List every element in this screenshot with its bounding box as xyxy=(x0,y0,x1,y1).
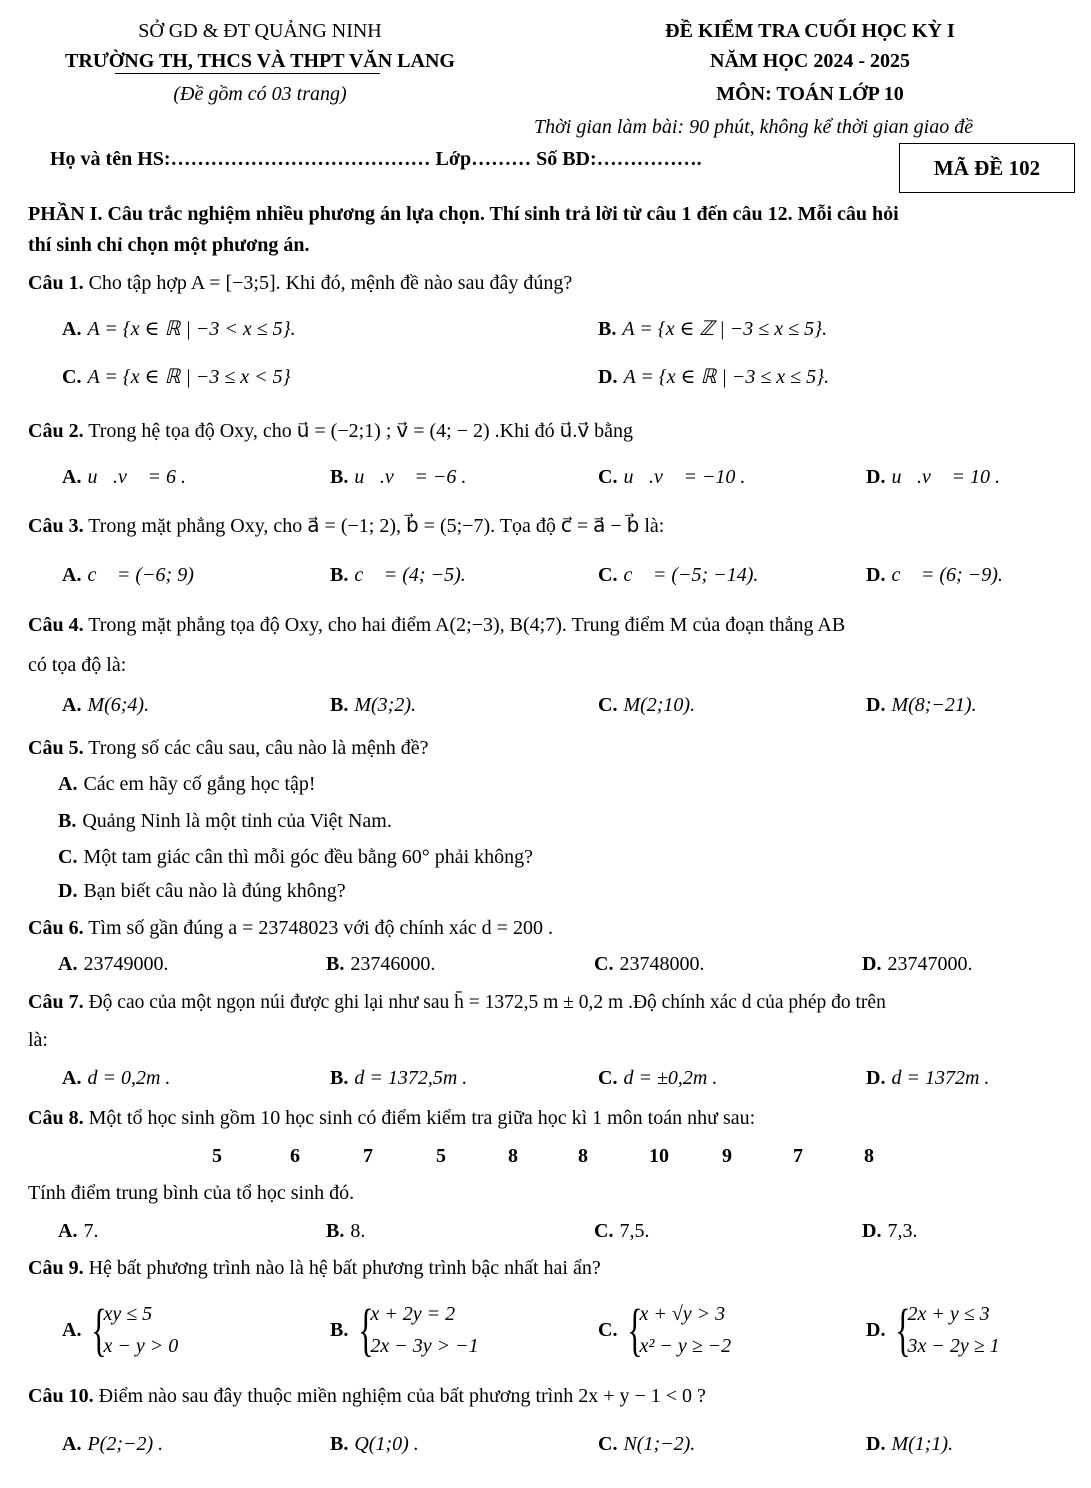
option-letter: B. xyxy=(330,1433,349,1455)
option-a[interactable] xyxy=(62,564,194,587)
option-b[interactable] xyxy=(330,466,466,489)
question-text: Độ cao của một ngọn núi được ghi lại như sau h̄ = 1372,5 m ± 0,2 m .Độ chính xác d của phép đo trên xyxy=(88,992,886,1013)
option-letter: D. xyxy=(862,1220,882,1242)
option-b[interactable] xyxy=(330,564,466,587)
option-d[interactable] xyxy=(866,1067,989,1090)
option-b[interactable] xyxy=(326,953,435,976)
option-letter: D. xyxy=(598,366,618,388)
question-8 xyxy=(28,1107,755,1130)
question-4 xyxy=(28,614,845,637)
option-text: A = {x ∈ ℝ | −3 ≤ x < 5} xyxy=(87,366,291,388)
question-number: Câu 2. xyxy=(28,420,84,442)
option-text: 23746000. xyxy=(350,953,436,975)
option-a[interactable] xyxy=(58,773,316,796)
option-b[interactable] xyxy=(330,1298,479,1362)
option-text: 8. xyxy=(350,1220,366,1242)
subject: MÔN: TOÁN LỚP 10 xyxy=(716,83,904,105)
question-text: Hệ bất phương trình nào là hệ bất phương trình bậc nhất hai ẩn? xyxy=(88,1257,601,1279)
question-7 xyxy=(28,991,886,1014)
score-value: 8 xyxy=(578,1145,588,1167)
option-d[interactable] xyxy=(866,1433,953,1456)
question-1 xyxy=(28,272,572,295)
option-text: 23748000. xyxy=(619,953,705,975)
exam-code-box xyxy=(899,143,1075,193)
option-text: A = {x ∈ ℝ | −3 < x ≤ 5}. xyxy=(87,318,296,340)
option-text: d = ±0,2m . xyxy=(623,1067,718,1089)
option-d[interactable] xyxy=(866,564,1003,587)
inequality-system xyxy=(87,1298,178,1362)
option-letter: A. xyxy=(62,564,82,586)
option-text: 7,5. xyxy=(619,1220,650,1242)
question-number: Câu 9. xyxy=(28,1257,84,1279)
time-note: Thời gian làm bài: 90 phút, không kể thời gian giao đề xyxy=(534,116,974,138)
option-b[interactable] xyxy=(598,316,827,341)
question-6 xyxy=(28,917,553,940)
question-3 xyxy=(28,513,664,538)
question-10 xyxy=(28,1385,706,1408)
option-letter: D. xyxy=(866,1067,886,1089)
pages-note: (Đề gồm có 03 trang) xyxy=(173,83,347,105)
option-text: Q(1;0) . xyxy=(354,1433,419,1455)
option-text: c⃗ = (−5; −14). xyxy=(623,564,759,586)
option-letter: C. xyxy=(58,846,78,868)
option-text: u⃗.v⃗ = −10 . xyxy=(623,466,746,488)
option-text: Bạn biết câu nào là đúng không? xyxy=(83,880,346,902)
option-letter: A. xyxy=(62,694,82,716)
option-text: 23749000. xyxy=(83,953,169,975)
system-line: x + √y > 3 xyxy=(639,1303,726,1325)
option-c[interactable] xyxy=(598,694,695,717)
option-letter: B. xyxy=(326,953,345,975)
question-text: Một tổ học sinh gồm 10 học sinh có điểm kiểm tra giữa học kì 1 môn toán như sau: xyxy=(88,1107,756,1129)
option-text: M(8;−21). xyxy=(891,694,977,716)
option-text: P(2;−2) . xyxy=(87,1433,164,1455)
option-letter: C. xyxy=(62,366,82,388)
option-d[interactable] xyxy=(862,1220,917,1243)
question-text: Điểm nào sau đây thuộc miền nghiệm của bất phương trình 2x + y − 1 < 0 ? xyxy=(98,1385,706,1407)
option-a[interactable] xyxy=(58,953,168,976)
option-text: 7,3. xyxy=(887,1220,918,1242)
option-text: Quảng Ninh là một tỉnh của Việt Nam. xyxy=(82,810,392,832)
option-c[interactable] xyxy=(58,846,533,869)
question-number: Câu 10. xyxy=(28,1385,94,1407)
score-value: 7 xyxy=(793,1145,803,1167)
exam-title: ĐỀ KIỂM TRA CUỐI HỌC KỲ I xyxy=(665,20,955,42)
option-text: M(1;1). xyxy=(891,1433,954,1455)
question-text: Trong mặt phẳng tọa độ Oxy, cho hai điểm A(2;−3), B(4;7). Trung điểm M của đoạn thẳng AB xyxy=(88,614,846,636)
option-text: M(6;4). xyxy=(87,694,150,716)
option-d[interactable] xyxy=(866,694,977,717)
score-value: 6 xyxy=(290,1145,300,1167)
option-text: d = 0,2m . xyxy=(87,1067,171,1089)
option-letter: B. xyxy=(598,318,617,340)
system-line: xy ≤ 5 xyxy=(103,1303,153,1325)
option-text: d = 1372,5m . xyxy=(354,1067,468,1089)
option-d[interactable] xyxy=(866,1298,1000,1362)
option-letter: D. xyxy=(866,694,886,716)
option-letter: A. xyxy=(62,1433,82,1455)
option-text: u⃗.v⃗ = 6 . xyxy=(87,466,186,488)
question-number: Câu 3. xyxy=(28,515,84,537)
option-letter: B. xyxy=(330,564,349,586)
option-a[interactable] xyxy=(62,316,296,341)
question-text: Trong số các câu sau, câu nào là mệnh đề? xyxy=(88,737,429,759)
option-c[interactable] xyxy=(62,364,291,389)
option-letter: A. xyxy=(62,1318,82,1341)
score-value: 10 xyxy=(649,1145,669,1167)
option-a[interactable] xyxy=(58,1220,98,1243)
score-value: 8 xyxy=(508,1145,518,1167)
option-a[interactable] xyxy=(62,466,186,489)
option-a[interactable] xyxy=(62,694,149,717)
system-line: x + 2y = 2 xyxy=(370,1303,456,1325)
score-value: 7 xyxy=(363,1145,373,1167)
option-a[interactable] xyxy=(62,1433,163,1456)
option-text: 23747000. xyxy=(887,953,973,975)
system-line: x − y > 0 xyxy=(103,1335,179,1357)
inequality-system xyxy=(891,1298,999,1362)
question-number: Câu 5. xyxy=(28,737,84,759)
option-d[interactable] xyxy=(598,364,829,389)
option-text: c⃗ = (6; −9). xyxy=(891,564,1003,586)
option-text: Các em hãy cố gắng học tập! xyxy=(83,773,316,795)
option-letter: D. xyxy=(866,1318,886,1341)
exam-code: MÃ ĐỀ 102 xyxy=(933,155,1041,180)
option-letter: D. xyxy=(866,466,886,488)
option-d[interactable] xyxy=(862,953,972,976)
option-letter: B. xyxy=(330,1067,349,1089)
option-b[interactable] xyxy=(330,1067,467,1090)
inequality-system xyxy=(354,1298,478,1362)
option-letter: B. xyxy=(326,1220,345,1242)
option-text: c⃗ = (4; −5). xyxy=(354,564,466,586)
option-text: Một tam giác cân thì mỗi góc đều bằng 60° phải không? xyxy=(83,846,534,868)
option-text: u⃗.v⃗ = −6 . xyxy=(354,466,467,488)
option-letter: A. xyxy=(58,773,78,795)
option-letter: C. xyxy=(594,953,614,975)
option-text: M(3;2). xyxy=(354,694,416,716)
option-letter: B. xyxy=(58,810,77,832)
option-text: A = {x ∈ ℤ | −3 ≤ x ≤ 5}. xyxy=(622,318,828,340)
option-text: u⃗.v⃗ = 10 . xyxy=(891,466,1000,488)
school-year: NĂM HỌC 2024 - 2025 xyxy=(710,50,910,72)
inequality-system xyxy=(623,1298,731,1362)
option-c[interactable] xyxy=(598,564,758,587)
option-text: A = {x ∈ ℝ | −3 ≤ x ≤ 5}. xyxy=(623,366,830,388)
option-letter: A. xyxy=(58,1220,78,1242)
option-text: M(2;10). xyxy=(623,694,696,716)
option-letter: C. xyxy=(594,1220,614,1242)
question-9 xyxy=(28,1257,601,1280)
option-letter: C. xyxy=(598,694,618,716)
option-b[interactable] xyxy=(330,1433,419,1456)
option-letter: A. xyxy=(58,953,78,975)
system-line: 3x − 2y ≥ 1 xyxy=(907,1335,1000,1357)
option-letter: B. xyxy=(330,694,349,716)
option-letter: D. xyxy=(862,953,882,975)
option-letter: D. xyxy=(866,1433,886,1455)
option-text: d = 1372m . xyxy=(891,1067,990,1089)
question-5 xyxy=(28,737,428,760)
question-number: Câu 1. xyxy=(28,272,84,294)
option-c[interactable] xyxy=(598,466,745,489)
system-line: 2x + y ≤ 3 xyxy=(907,1303,990,1325)
option-text: N(1;−2). xyxy=(623,1433,696,1455)
option-a[interactable] xyxy=(62,1298,178,1362)
question-8-continued: Tính điểm trung bình của tổ học sinh đó. xyxy=(28,1182,355,1204)
part1-heading-line1: PHẦN I. Câu trắc nghiệm nhiều phương án lựa chọn. Thí sinh trả lời từ câu 1 đến câu 12. Mỗi câu hỏi xyxy=(28,203,899,225)
score-value: 8 xyxy=(864,1145,874,1167)
question-number: Câu 4. xyxy=(28,614,84,636)
option-letter: B. xyxy=(330,466,349,488)
option-letter: A. xyxy=(62,318,82,340)
option-c[interactable] xyxy=(598,1298,731,1362)
question-number: Câu 8. xyxy=(28,1107,84,1129)
option-letter: C. xyxy=(598,1067,618,1089)
question-number: Câu 6. xyxy=(28,917,84,939)
option-b[interactable] xyxy=(58,810,392,833)
score-value: 5 xyxy=(436,1145,446,1167)
question-7-continued: là: xyxy=(28,1029,48,1051)
option-text: 7. xyxy=(83,1220,99,1242)
option-letter: D. xyxy=(58,880,78,902)
option-c[interactable] xyxy=(598,1433,695,1456)
option-c[interactable] xyxy=(598,1067,717,1090)
question-text: Tìm số gần đúng a = 23748023 với độ chính xác d = 200 . xyxy=(88,917,553,939)
score-value: 9 xyxy=(722,1145,732,1167)
question-4-continued: có tọa độ là: xyxy=(28,654,127,676)
option-letter: D. xyxy=(866,564,886,586)
option-letter: A. xyxy=(62,466,82,488)
option-letter: A. xyxy=(62,1067,82,1089)
student-info-line: Họ và tên HS:………………………………… Lớp……… Số BD:……………. xyxy=(50,148,702,170)
question-2 xyxy=(28,418,633,443)
department-name: SỞ GD & ĐT QUẢNG NINH xyxy=(138,20,382,42)
school-name-underline xyxy=(115,73,380,74)
option-b[interactable] xyxy=(330,694,416,717)
question-text: Trong mặt phẳng Oxy, cho a⃗ = (−1; 2), b⃗ = (5;−7). Tọa độ c⃗ = a⃗ − b⃗ là: xyxy=(88,515,665,537)
question-text: Cho tập hợp A = [−3;5]. Khi đó, mệnh đề nào sau đây đúng? xyxy=(88,272,573,294)
system-line: 2x − 3y > −1 xyxy=(370,1335,479,1357)
option-letter: C. xyxy=(598,1433,618,1455)
part1-heading-line2: thí sinh chỉ chọn một phương án. xyxy=(28,234,310,256)
system-line: x² − y ≥ −2 xyxy=(639,1335,732,1357)
option-c[interactable] xyxy=(594,953,704,976)
option-letter: B. xyxy=(330,1318,349,1341)
question-text: Trong hệ tọa độ Oxy, cho u⃗ = (−2;1) ; v⃗ = (4; − 2) .Khi đó u⃗.v⃗ bằng xyxy=(88,420,634,442)
school-name: TRƯỜNG TH, THCS VÀ THPT VĂN LANG xyxy=(65,50,455,72)
option-letter: C. xyxy=(598,1318,618,1341)
score-value: 5 xyxy=(212,1145,222,1167)
option-letter: C. xyxy=(598,466,618,488)
option-d[interactable] xyxy=(866,466,1000,489)
question-number: Câu 7. xyxy=(28,991,84,1013)
option-a[interactable] xyxy=(62,1067,170,1090)
option-text: c⃗ = (−6; 9) xyxy=(87,564,194,586)
option-c[interactable] xyxy=(594,1220,649,1243)
option-letter: C. xyxy=(598,564,618,586)
option-b[interactable] xyxy=(326,1220,365,1243)
option-d[interactable] xyxy=(58,880,346,903)
